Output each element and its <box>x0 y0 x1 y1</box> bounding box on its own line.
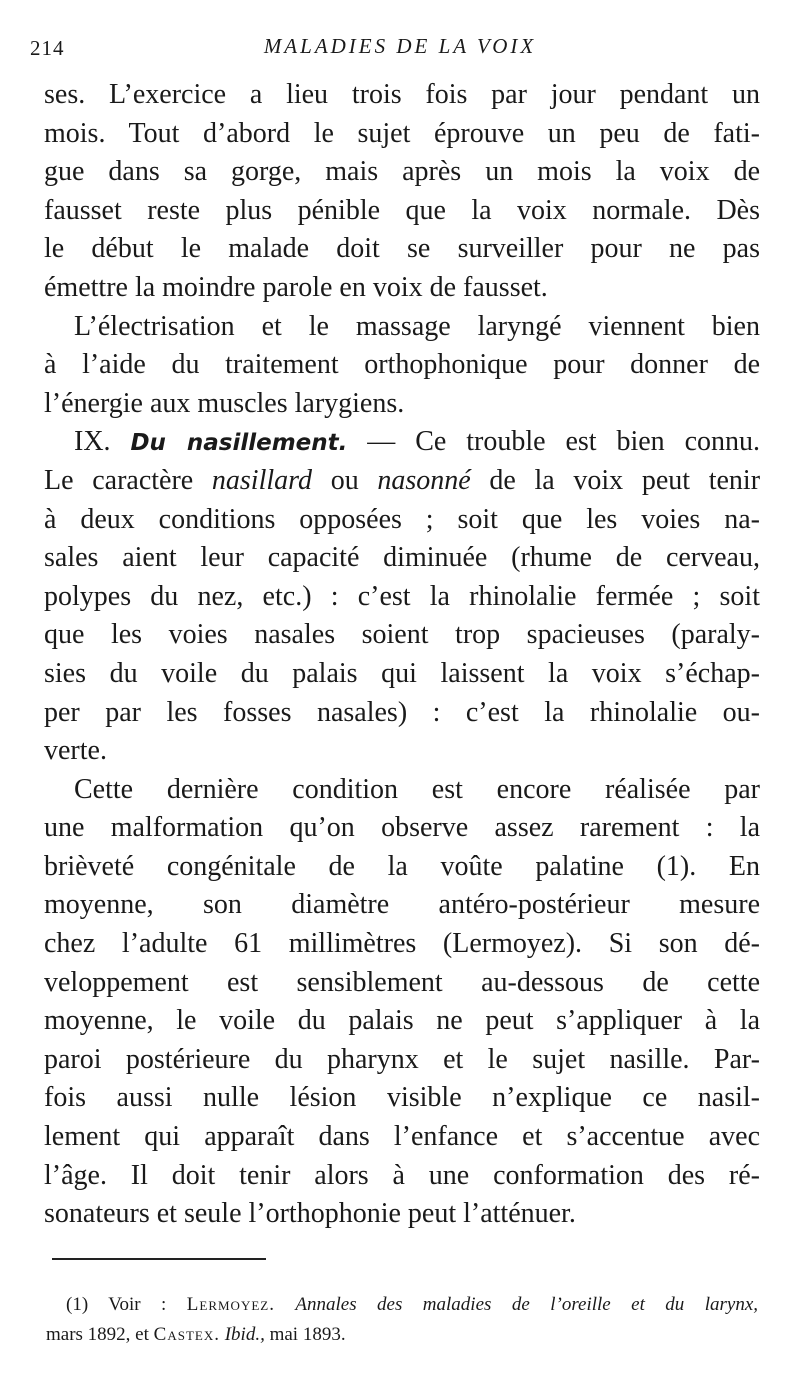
text-line: l’énergie aux muscles larygiens. <box>44 387 405 419</box>
text-line: moyenne, le voile du palais ne peut s’appliquer à la <box>44 1005 760 1037</box>
italic-term: nasonné <box>377 464 471 496</box>
text-fragment: Le caractère <box>44 464 194 496</box>
text-line: brièveté congénitale de la voûte palatine (1). En <box>44 850 760 882</box>
text-line: sales aient leur capacité diminuée (rhume de cerveau, <box>44 542 760 574</box>
body-text <box>44 76 760 1234</box>
footnote-ibid: Ibid., <box>224 1324 265 1345</box>
italic-term: nasillard <box>211 464 312 496</box>
text-line: verte. <box>44 735 107 767</box>
text-line: que les voies nasales soient trop spacieuses (paraly- <box>44 619 760 651</box>
text-line: à deux conditions opposées ; soit que les voies na- <box>44 503 760 535</box>
footnote-author: Lermoyez. <box>186 1294 275 1315</box>
text-line: ses. L’exercice a lieu trois fois par jour pendant un <box>44 79 760 110</box>
text-line: veloppement est sensiblement au-dessous de cette <box>44 966 760 998</box>
text-fragment: ou <box>330 464 359 496</box>
section-title: Du nasillement. <box>130 430 348 457</box>
footnote-mark: (1) Voir : <box>66 1294 167 1315</box>
footnote-title: Annales des maladies de l’oreille et du larynx, <box>295 1294 758 1315</box>
section-heading-rest: — Ce trouble est bien connu. <box>367 426 760 458</box>
text-line: le début le malade doit se surveiller pour ne pas <box>44 233 760 265</box>
footnote-line <box>46 1320 758 1350</box>
section-number: IX. <box>74 426 111 458</box>
footnote-author: Castex. <box>153 1324 220 1345</box>
footnote-date: mars 1892, et <box>46 1324 149 1345</box>
text-line: polypes du nez, etc.) : c’est la rhinolalie fermée ; soit <box>44 580 760 612</box>
text-line: moyenne, son diamètre antéro-postérieur mesure <box>44 889 760 921</box>
text-line: sonateurs et seule l’orthophonie peut l’atténuer. <box>44 1198 576 1230</box>
footnote-divider <box>52 1258 266 1260</box>
footnote-line <box>46 1290 758 1320</box>
text-line: gue dans sa gorge, mais après un mois la voix de <box>44 156 760 188</box>
text-line: Cette dernière condition est encore réalisée par <box>74 773 760 805</box>
text-fragment: de la voix peut tenir <box>489 464 760 496</box>
text-line: à l’aide du traitement orthophonique pour donner de <box>44 349 760 381</box>
text-line: émettre la moindre parole en voix de fausset. <box>44 271 548 303</box>
text-line: une malformation qu’on observe assez rarement : la <box>44 812 760 844</box>
text-line: paroi postérieure du pharynx et le sujet nasille. Par- <box>44 1043 760 1075</box>
text-line: chez l’adulte 61 millimètres (Lermoyez). Si son dé- <box>44 928 760 960</box>
footnote <box>46 1290 758 1350</box>
text-line: l’âge. Il doit tenir alors à une conformation des ré- <box>44 1159 760 1191</box>
text-line: L’électrisation et le massage laryngé viennent bien <box>74 310 760 342</box>
running-title: MALADIES DE LA VOIX <box>263 34 537 58</box>
footnote-date: mai 1893. <box>269 1324 346 1345</box>
text-line: sies du voile du palais qui laissent la voix s’échap- <box>44 657 760 689</box>
text-line: fois aussi nulle lésion visible n’explique ce nasil- <box>44 1082 760 1114</box>
text-line: lement qui apparaît dans l’enfance et s’accentue avec <box>44 1121 760 1153</box>
page-header <box>0 34 800 64</box>
text-line: mois. Tout d’abord le sujet éprouve un peu de fati- <box>44 117 760 149</box>
text-line: per par les fosses nasales) : c’est la rhinolalie ou- <box>44 696 760 728</box>
text-line <box>44 462 760 501</box>
page-number: 214 <box>30 36 65 60</box>
text-line: fausset reste plus pénible que la voix normale. Dès <box>44 194 760 226</box>
section-heading-line <box>44 423 760 462</box>
